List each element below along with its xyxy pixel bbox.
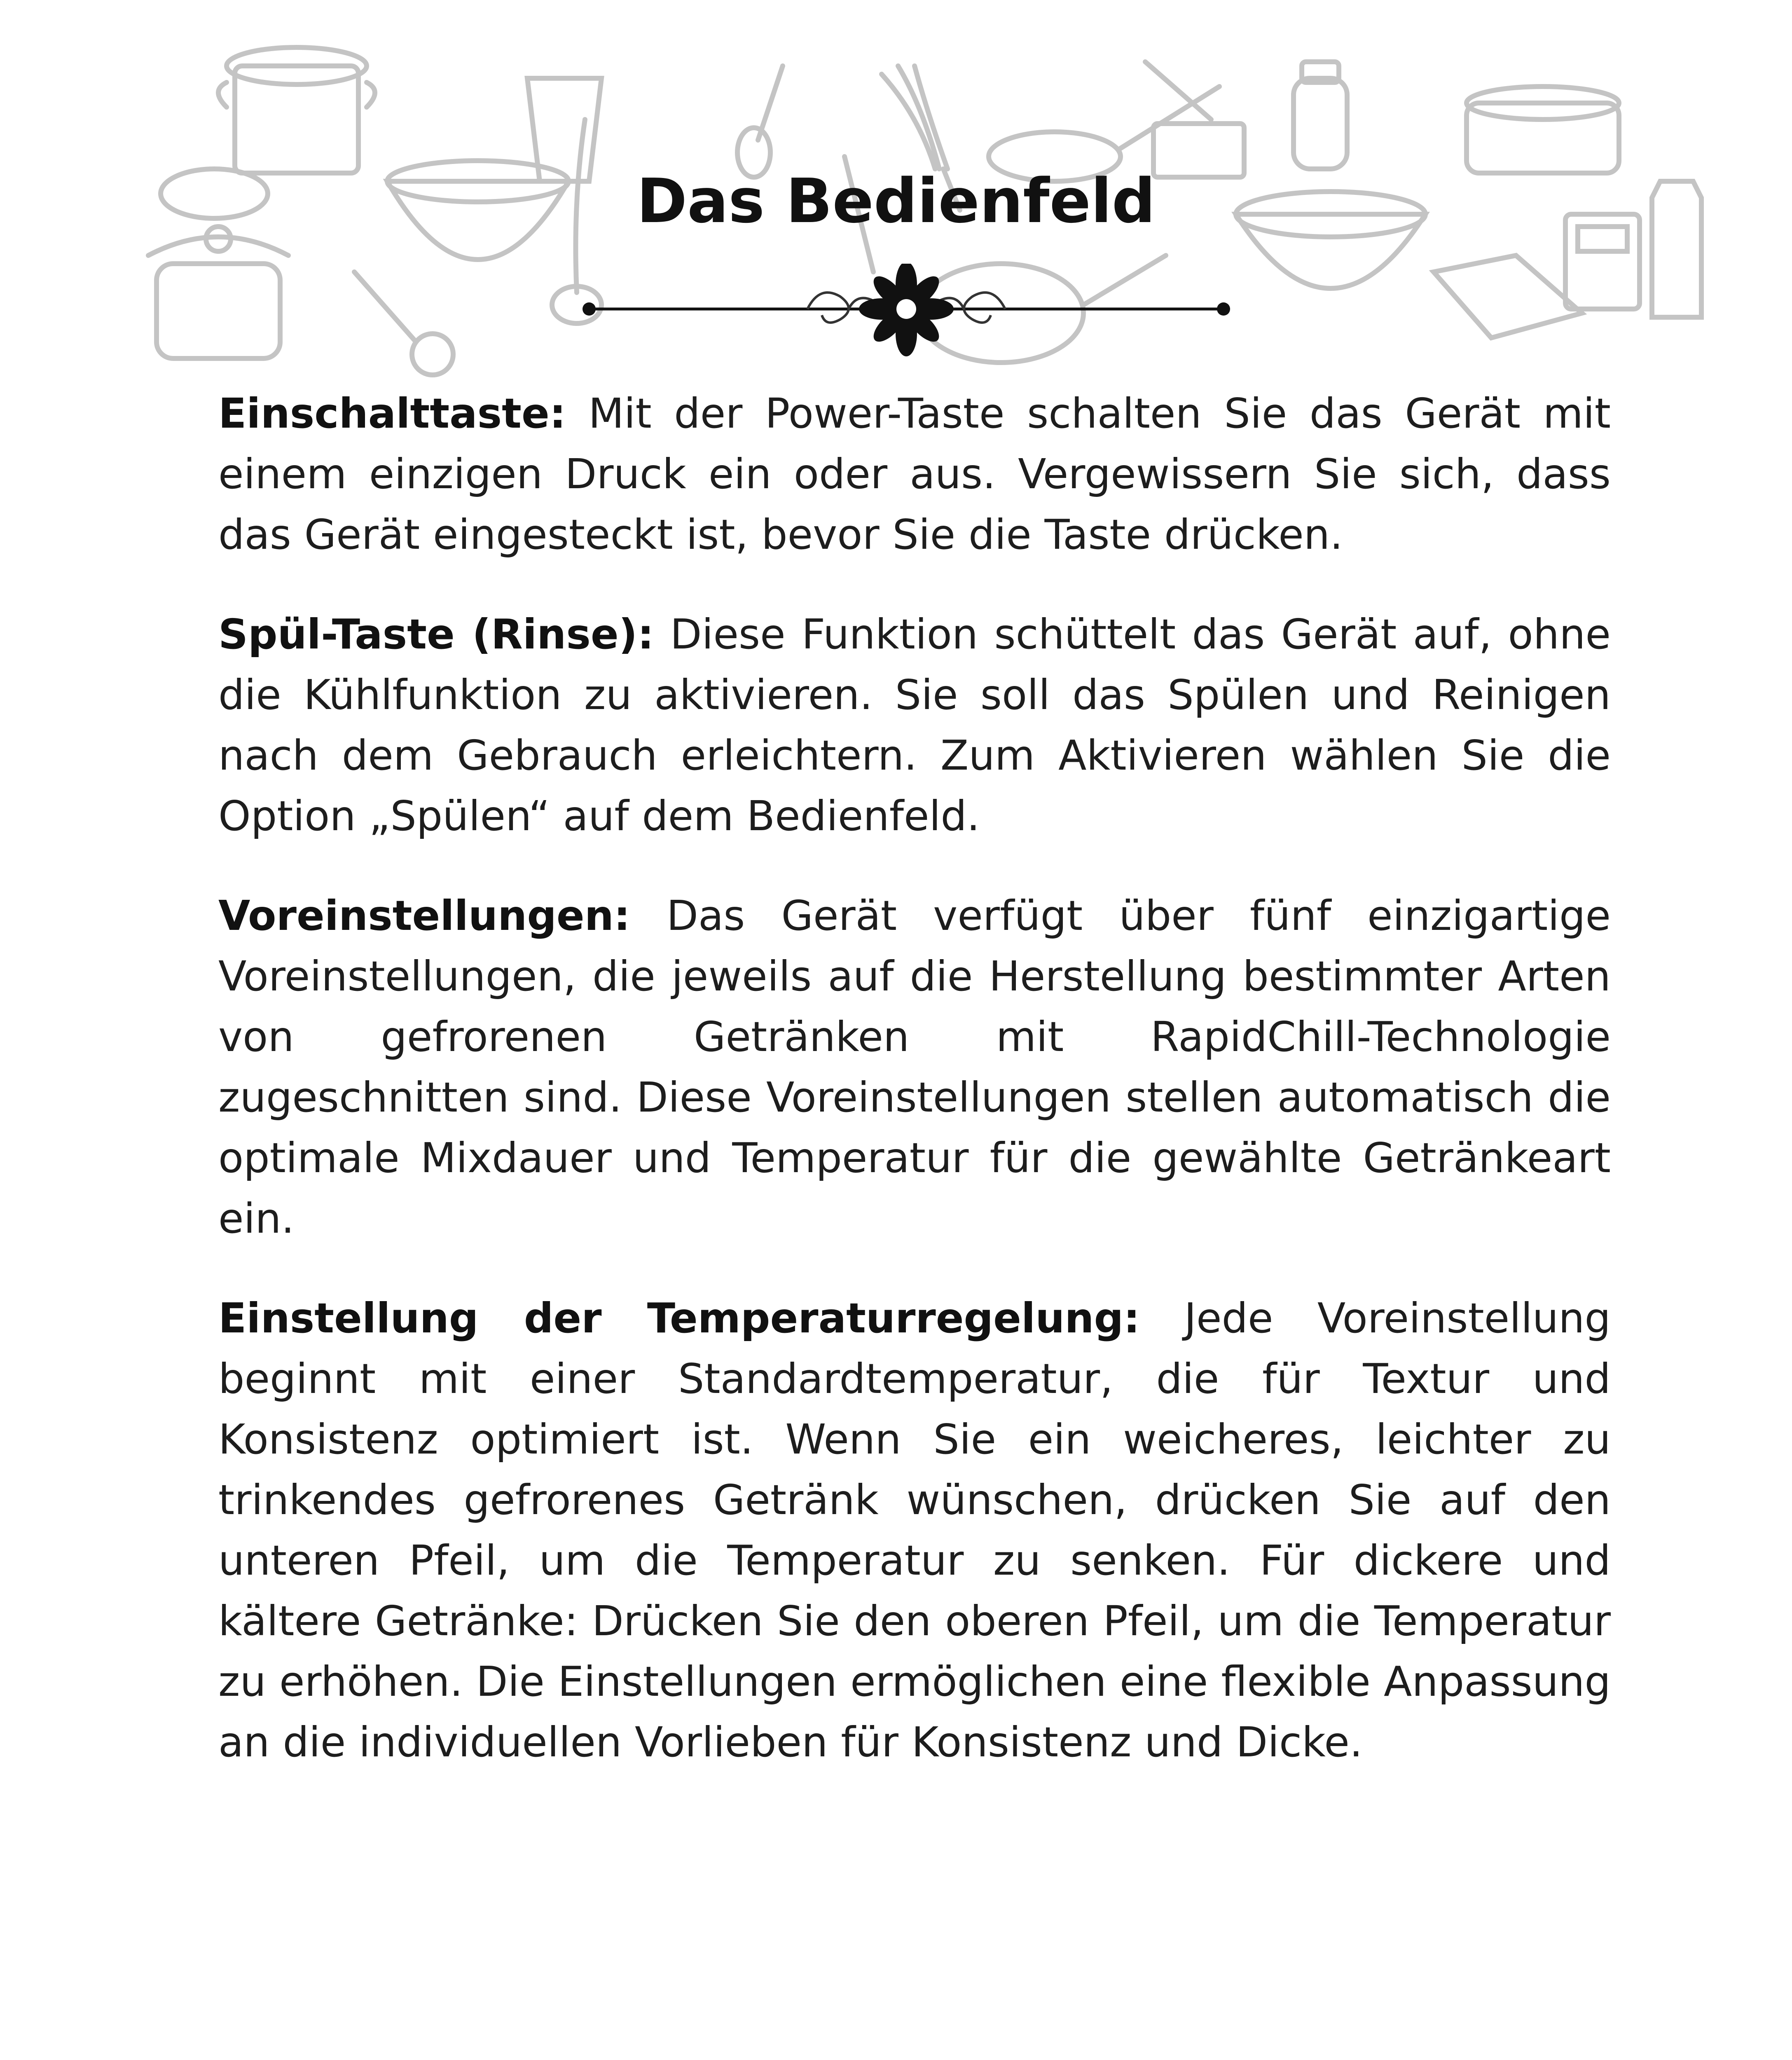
- section-text: Diese Funktion schüttelt das Gerät auf, ohne die Kühlfunktion zu aktivieren. Sie soll das Spülen und Reinigen nach dem Gebrauch erleichtern. Zum Aktivieren wählen Sie die Option „Spülen“ auf dem Bedienfeld.: [218, 610, 1611, 840]
- section-term: Voreinstellungen:: [218, 892, 630, 940]
- section-rinse-button: [218, 604, 1611, 846]
- control-panel-description: [218, 383, 1611, 1812]
- section-text: Das Gerät verfügt über fünf einzigartige Voreinstellungen, die jeweils auf die Herstellung bestimmter Arten von gefrorenen Getränken mit RapidChill-Technologie zugeschnitten sind. Diese Voreinstellungen stellen automatisch die optimale Mixdauer und Temperatur für die gewählte Getränkeart ein.: [218, 892, 1611, 1243]
- section-term: Einstellung der Temperaturregelung:: [218, 1294, 1140, 1342]
- title-divider: [577, 264, 1236, 363]
- section-presets: [218, 885, 1611, 1249]
- section-power-button: [218, 383, 1611, 565]
- section-temperature-control: [218, 1288, 1611, 1772]
- section-text: Mit der Power-Taste schalten Sie das Gerät mit einem einzigen Druck ein oder aus. Vergewissern Sie sich, dass das Gerät eingesteckt ist, bevor Sie die Taste drücken.: [218, 389, 1611, 559]
- section-term: Einschalttaste:: [218, 389, 566, 438]
- pot-icon: [218, 47, 375, 173]
- section-term: Spül-Taste (Rinse):: [218, 610, 654, 658]
- jar-icon: [1294, 62, 1347, 169]
- flower-ornament-icon: [859, 264, 954, 356]
- cutting-board-icon: [1145, 62, 1244, 177]
- cake-tin-icon: [1467, 87, 1619, 173]
- page-title: Das Bedienfeld: [636, 166, 1156, 236]
- towel-icon: [1434, 255, 1582, 338]
- section-text: Jede Voreinstellung beginnt mit einer Standardtemperatur, die für Textur und Konsistenz optimiert ist. Wenn Sie ein weicheres, leichter zu trinkendes gefrorenes Getränk wünschen, drücken Sie auf den unteren Pfeil, um die Temperatur zu senken. Für dickere und kältere Getränke: Drücken Sie den oberen Pfeil, um die Temperatur zu erhöhen. Die Einstellungen ermöglichen eine flexible Anpassung an die individuellen Vorlieben für Konsistenz und Dicke.: [218, 1294, 1611, 1766]
